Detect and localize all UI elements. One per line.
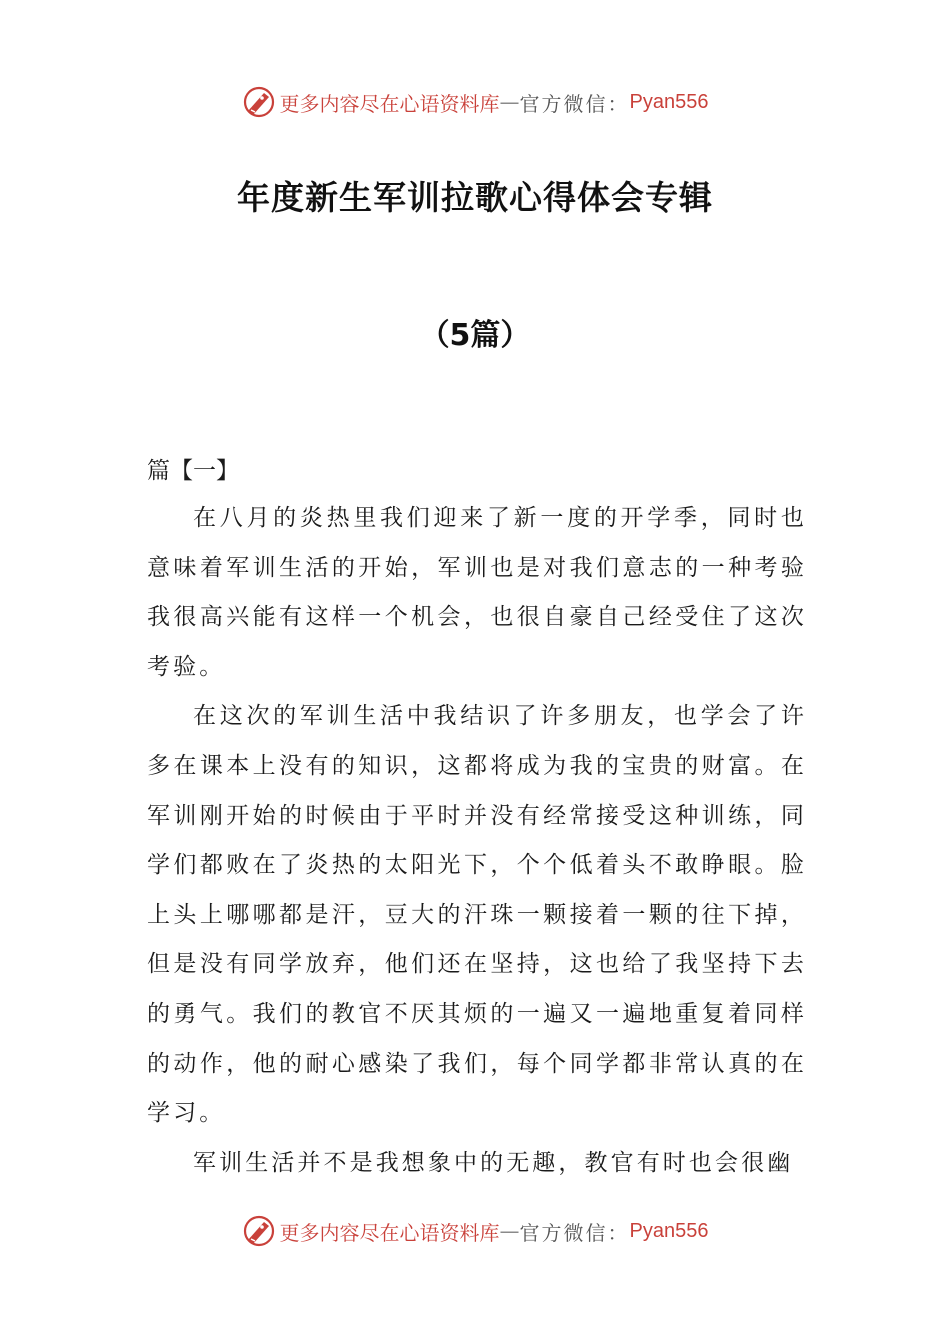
watermark-separator: — bbox=[499, 90, 520, 114]
document-subtitle: （5篇） bbox=[419, 318, 531, 353]
paragraph: 在八月的炎热里我们迎来了新一度的开学季，同时也意味着军训生活的开始，军训也是对我们意志的一种考验我很高兴能有这样一个机会，也很自豪自己经受住了这次考验。 bbox=[147, 505, 807, 680]
watermark-wechat-label: 官方微信： bbox=[519, 1220, 630, 1245]
section-heading: 篇【一】 bbox=[147, 458, 239, 484]
document-title: 年度新生军训拉歌心得体会专辑 bbox=[237, 178, 713, 217]
watermark-main-text: 更多内容尽在心语资料库 bbox=[279, 91, 500, 116]
watermark-wechat-id: Pyan556 bbox=[629, 1219, 709, 1242]
paragraph: 军训生活并不是我想象中的无趣，教官有时也会很幽 bbox=[193, 1149, 794, 1176]
header-watermark bbox=[0, 82, 950, 122]
watermark-wechat-id: Pyan556 bbox=[629, 90, 709, 113]
paragraph: 在这次的军训生活中我结识了许多朋友，也学会了许多在课本上没有的知识，这都将成为我的宝贵的财富。在军训刚开始的时候由于平时并没有经常接受这种训练，同学们都败在了炎热的太阳光下，个个低着头不敢睁眼。脸上头上哪哪都是汗，豆大的汗珠一颗接着一颗的往下掉，但是没有同学放弃，他们还在坚持，这也给了我坚持下去的勇气。我们的教官不厌其烦的一遍又一遍地重复着同样的动作，他的耐心感染了我们，每个同学都非常认真的在学习。 bbox=[147, 703, 807, 1127]
pen-nib-logo-icon bbox=[242, 1214, 276, 1248]
watermark-separator: — bbox=[499, 1219, 520, 1243]
pen-nib-logo-icon bbox=[242, 85, 276, 119]
document-body bbox=[147, 494, 807, 1188]
footer-watermark bbox=[0, 1211, 950, 1251]
watermark-main-text: 更多内容尽在心语资料库 bbox=[279, 1220, 500, 1245]
watermark-wechat-label: 官方微信： bbox=[519, 91, 630, 116]
